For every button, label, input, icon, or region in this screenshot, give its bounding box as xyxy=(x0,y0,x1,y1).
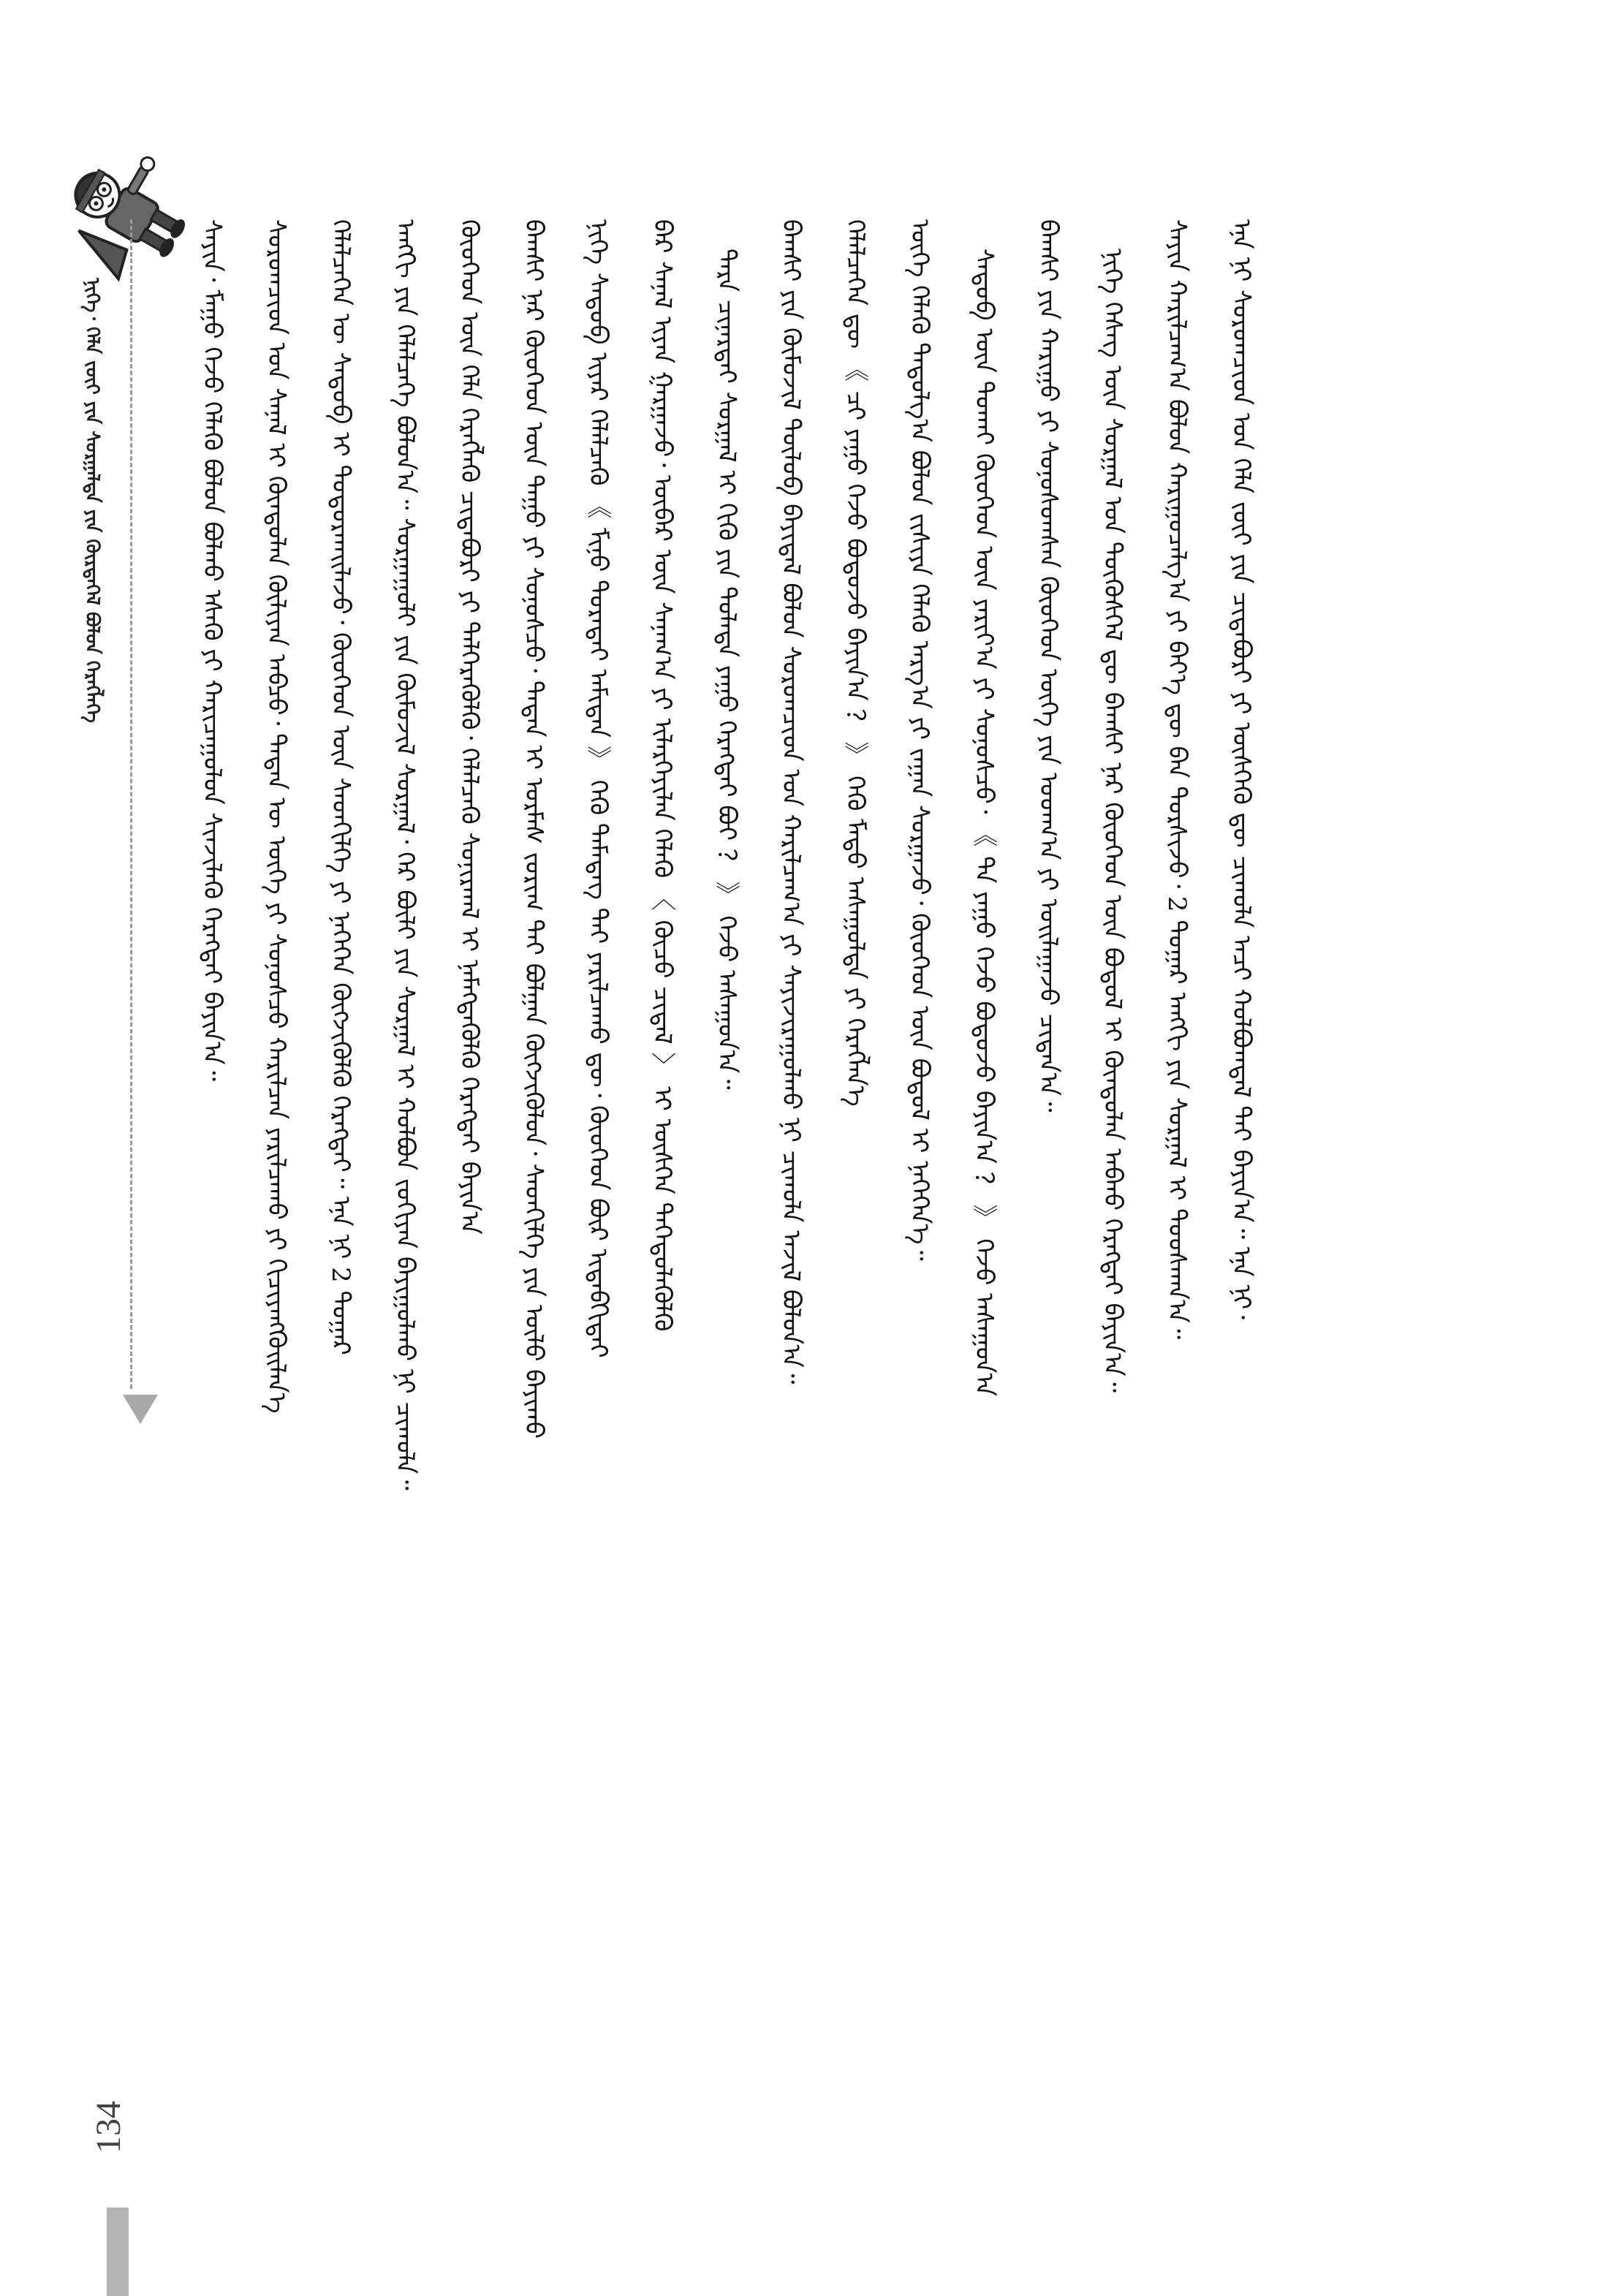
text-column: ᠪᠠᠭᠰᠢ ᠶᠢᠨ ᠬᠦᠮᠦᠵᠢᠯ ᠲᠥᠯᠦᠪ ᠪᠠᠶᠢᠳᠠᠯ ᠪᠣᠯᠤᠨ ᠰᠤᠷᠤᠭᠴᠢᠳ ᠤᠨ ᠬᠠᠷᠢᠯᠴᠠᠭ᠎ᠠ ᠶᠢ ᠰᠠᠶᠢᠵᠢᠷᠠᠭᠤᠯᠬᠤ ᠨᠢ ᠴᠢᠬᠤᠯᠠ ᠠᠵᠢᠯ ᠪᠣᠯᠤᠨ᠎ᠠ᠃ xyxy=(776,219,806,1384)
text-column: ᠨᠢᠭᠡ ᠬᠡᠰᠡᠭ ᠦᠨ ᠰᠤᠷᠭᠠᠯ ᠤᠨ ᠲᠥᠭᠦᠰᠬᠡᠯ ᠳᠦ ᠪᠠᠭᠰᠢ ᠨᠠᠷ ᠬᠦᠦᠬᠡᠳ ᠦᠨ ᠪᠣᠳᠣᠯ ᠢ ᠬᠦᠨᠳᠦᠯᠡᠨ ᠠᠪᠬᠤ ᠬᠡᠷᠡᠭᠲᠡᠢ ᠪᠠᠶᠢᠨ᠎ᠠ᠃ xyxy=(1098,249,1127,1393)
header-divider xyxy=(130,219,132,1389)
text-column: ᠬᠡᠯᠡᠯᠴᠡᠭᠡᠨ ᠦ ᠰᠡᠳᠦᠪ ᠢ ᠲᠣᠳᠤᠷᠬᠠᠢᠯᠠᠵᠤ᠂ ᠬᠦᠦᠬᠡᠳ ᠦᠨ ᠰᠡᠳᠬᠢᠯᠭᠡ ᠶᠢ ᠨᠡᠭᠡᠭᠡᠨ ᠬᠥᠭᠵᠢᠭᠦᠯᠬᠦ ᠬᠡᠷᠡᠭᠲᠡᠢ᠃ ᠡᠨᠡ ᠨᠢ 2 ᠳᠤᠭᠠᠷ xyxy=(326,219,355,1355)
text-column: ᠰᠠᠶᠢᠨ ᠬᠠᠷᠢᠯᠴᠠᠭ᠎ᠠ ᠪᠣᠯᠤᠨ ᠬᠠᠷᠢᠭᠤᠴᠠᠯᠭ᠎ᠠ ᠶᠢ ᠪᠡᠶ᠎ᠡ ᠳᠦ ᠪᠡᠨ ᠲᠤᠷᠰᠢᠵᠤ᠂ 2 ᠳᠤᠭᠠᠷ ᠠᠩᠬᠢ ᠶᠢᠨ ᠰᠤᠷᠭᠠᠯ ᠢ ᠳᠤᠤᠰᠬᠠᠨ᠎ᠠ᠃ xyxy=(1162,219,1191,1340)
text-column: ᠪᠠᠷ ᠰᠠᠨᠠᠯ ᠢᠶᠡᠨ ᠭᠠᠷᠭᠠᠵᠤ᠂ ᠥᠪᠡᠷ ᠦᠨ ᠰᠠᠨᠠᠭ᠎ᠠ ᠶᠢ ᠢᠯᠡᠷᠬᠡᠶᠢᠯᠡᠨ ᠬᠡᠯᠡᠬᠦ 〈 ᠬᠦᠴᠦ ᠴᠢᠳᠠᠯ 〉 ᠢ ᠥᠰᠭᠡᠨ ᠳᠡᠭᠡᠳᠦᠯᠡᠭᠦᠯᠬᠦ xyxy=(648,219,677,1332)
text-column: ᠰᠤᠷᠤᠭᠴᠢᠳ ᠤᠨ ᠰᠠᠨᠠᠯ ᠢ ᠬᠦᠨᠳᠦᠯᠡᠨ ᠬᠦᠯᠢᠶᠡᠨ ᠠᠪᠴᠤ᠂ ᠲᠡᠳᠡᠨ ᠦ ᠦᠭᠡ ᠶᠢ ᠰᠣᠨᠤᠰᠴᠤ ᠬᠠᠷᠢᠯᠴᠠᠨ ᠶᠠᠷᠢᠯᠴᠠᠬᠤ ᠶᠢ ᠬᠢᠴᠢᠶᠡᠩᠭᠦᠢᠯᠡᠨ᠎ᠡ xyxy=(262,219,291,1414)
text-column: ᠪᠠᠭᠰᠢ ᠨᠠᠷ ᠬᠦᠦᠬᠡᠳ ᠦᠨ ᠳᠠᠭᠤ ᠶᠢ ᠰᠣᠨᠤᠰᠴᠤ᠂ ᠲᠡᠳᠡᠨ ᠢ ᠤᠷᠮᠠᠰ ᠵᠣᠷᠢᠭ ᠲᠠᠢ ᠪᠣᠯᠭᠠᠨ ᠬᠥᠭᠵᠢᠭᠦᠯᠦᠨ᠂ ᠰᠡᠳᠬᠢᠯᠭᠡ ᠶᠢᠨ ᠦᠯᠦ ᠪᠠᠶᠢᠬᠤ xyxy=(519,219,548,1439)
page-edge-tab xyxy=(107,2208,129,2296)
section-triangle-marker xyxy=(123,1395,158,1424)
text-column: ᠦᠭᠡ ᠬᠡᠯᠡᠬᠦ ᠳᠠᠳᠤᠯᠭ᠎ᠠ ᠪᠣᠯᠤᠨ ᠵᠢᠱᠢᠶᠡ ᠬᠡᠯᠡᠬᠦ ᠠᠷᠭ᠎ᠠ ᠶᠢ ᠵᠠᠭᠠᠨ ᠰᠤᠷᠭᠠᠵᠤ᠂ ᠬᠦᠦᠬᠡᠳ ᠦᠨ ᠪᠣᠳᠣᠯ ᠢ ᠨᠡᠭᠡᠭᠡᠨ᠎ᠡ᠃ xyxy=(905,219,934,1261)
text-column: ᠬᠡᠯᠡᠯᠴᠡᠭᠡᠨ ᠳᠦ 《 ᠴᠢ ᠶᠠᠭᠤ ᠭᠡᠵᠦ ᠪᠣᠳᠣᠵᠤ ᠪᠠᠶᠢᠨ᠎ᠠ ？ 》 ᠭᠡᠬᠦ ᠮᠡᠲᠦ ᠠᠰᠠᠭᠤᠯᠲᠠ ᠶᠢ ᠬᠡᠷᠡᠭᠯᠡᠨ᠎ᠡ xyxy=(841,219,870,1107)
text-column: ᠠᠩᠬᠢ ᠶᠢᠨ ᠬᠡᠯᠡᠯᠴᠡᠭᠡ ᠪᠣᠯᠤᠨ᠎ᠠ᠃ ᠰᠤᠷᠭᠠᠭᠤᠯᠢ ᠶᠢᠨ ᠬᠦᠮᠦᠵᠢᠯ ᠰᠤᠷᠭᠠᠯ᠂ ᠭᠡᠷ ᠪᠦᠯᠢ ᠶᠢᠨ ᠰᠤᠷᠭᠠᠯ ᠢ ᠬᠣᠯᠪᠣᠨ ᠵᠣᠬᠢᠶᠠᠨ ᠪᠠᠶᠢᠭᠤᠯᠬᠤ ᠨᠢ ᠴᠢᠬᠤᠯᠠ᠃ xyxy=(390,219,420,1490)
text-column: ᠨᠢᠭᠡ ᠰᠡᠳᠦᠪ ᠢᠶᠡᠷ ᠬᠡᠯᠡᠯᠴᠡᠬᠦ 《 ᠮᠢᠨᠤ ᠳᠤᠷᠠᠲᠠᠢ ᠠᠮᠢᠲᠠᠨ 》 ᠭᠡᠬᠦ ᠲᠡᠮᠡᠳᠡᠭ ᠲᠠᠢ ᠶᠠᠷᠢᠯᠴᠠᠬᠤ ᠳᠦ᠂ ᠬᠦᠦᠬᠡᠳ ᠪᠦᠷ ᠢᠳᠡᠪᠬᠢᠲᠡᠢ xyxy=(583,219,613,1358)
page-number: 134 xyxy=(89,2101,128,2153)
text-column: ᠪᠠᠭᠰᠢ ᠶᠢᠨ ᠬᠠᠷᠢᠭᠤ ᠶᠢ ᠰᠣᠨᠤᠰᠤᠭᠰᠠᠨ ᠬᠦᠦᠬᠡᠳ ᠦᠭᠡ ᠶᠢᠨ ᠤᠳᠬ᠎ᠠ ᠶᠢ ᠣᠢᠯᠠᠭᠠᠵᠤ ᠴᠢᠳᠠᠨ᠎ᠠ᠃ xyxy=(1034,219,1063,1113)
running-header: ᠨᠢᠭᠡ᠂ ᠬᠡᠯᠡ ᠵᠦᠢ ᠶᠢᠨ ᠰᠤᠷᠭᠠᠯᠳᠠ ᠶᠢᠨ ᠬᠦᠷᠲᠡᠭᠡᠯ ᠪᠣᠯᠤᠨ ᠬᠡᠷᠡᠭᠯᠡᠭᠡ xyxy=(81,278,103,724)
text-column: ᠰᠠᠶᠢᠨ᠂ ᠮᠠᠭᠤ ᠭᠡᠵᠦ ᠬᠡᠯᠡᠬᠦ ᠪᠣᠯᠤᠨ ᠪᠣᠯᠬᠤ ᠡᠰᠡᠬᠦ ᠶᠢ ᠬᠠᠷᠢᠴᠠᠭᠤᠯᠤᠨ ᠰᠢᠨᠵᠢᠯᠡᠬᠦ ᠬᠡᠷᠡᠭᠲᠡᠢ ᠪᠠᠶᠢᠨ᠎ᠠ᠃ xyxy=(197,219,227,1082)
text-column: ᠡᠨᠡ ᠨᠢ ᠰᠤᠷᠤᠭᠴᠢᠳ ᠤᠨ ᠬᠡᠯᠡ ᠵᠦᠢ ᠶᠢᠨ ᠴᠢᠳᠠᠪᠤᠷᠢ ᠶᠢ ᠥᠰᠭᠡᠬᠦ ᠳᠦ ᠴᠢᠬᠤᠯᠠ ᠠᠴᠢ ᠬᠣᠯᠪᠣᠭᠳᠠᠯ ᠲᠠᠢ ᠪᠠᠶᠢᠨ᠎ᠠ᠃ ᠡᠨᠡ ᠨᠢ᠂ xyxy=(1227,219,1256,1320)
text-column: ᠬᠦᠦᠬᠡᠳ ᠦᠨ ᠬᠡᠯᠡ ᠬᠡᠷᠡᠭᠯᠡᠬᠦ ᠴᠢᠳᠠᠪᠤᠷᠢ ᠶᠢ ᠲᠡᠯᠭᠡᠷᠡᠭᠦᠯᠬᠦ᠂ ᠬᠡᠯᠡᠯᠴᠡᠬᠦ ᠰᠣᠨᠢᠷᠬᠠᠯ ᠢ ᠨᠡᠮᠡᠭᠳᠡᠭᠦᠯᠬᠦ ᠬᠡᠷᠡᠭᠲᠡᠢ ᠪᠠᠶᠢᠨ᠎ᠠ xyxy=(455,219,484,1235)
text-column: ᠰᠡᠳᠦᠪ ᠦᠨ ᠲᠤᠬᠠᠢ ᠬᠦᠦᠬᠡᠳ ᠦᠨ ᠶᠠᠷᠢᠶ᠎ᠠ ᠶᠢ ᠰᠣᠨᠤᠰᠴᠤ᠂ 《 ᠲᠠ ᠶᠠᠭᠤ ᠭᠡᠵᠦ ᠪᠣᠳᠣᠵᠤ ᠪᠠᠶᠢᠨ᠎ᠠ ？ 》 ᠭᠡᠵᠦ ᠠᠰᠠᠭᠤᠨ᠎ᠠ xyxy=(969,249,999,1397)
text-column: ᠲᠡᠷᠡ ᠴᠢᠨᠠᠷᠲᠠᠢ ᠰᠤᠷᠭᠠᠯ ᠢ ᠬᠢᠬᠦ ᠶᠢᠨ ᠲᠤᠯᠠᠳᠠ ᠶᠠᠭᠤ ᠬᠡᠷᠡᠭᠲᠡᠢ ᠪᠤᠢ ？ 》 ᠭᠡᠵᠦ ᠠᠰᠠᠭᠤᠨ᠎ᠠ᠃ xyxy=(712,249,741,1090)
body-text xyxy=(181,219,1292,2061)
